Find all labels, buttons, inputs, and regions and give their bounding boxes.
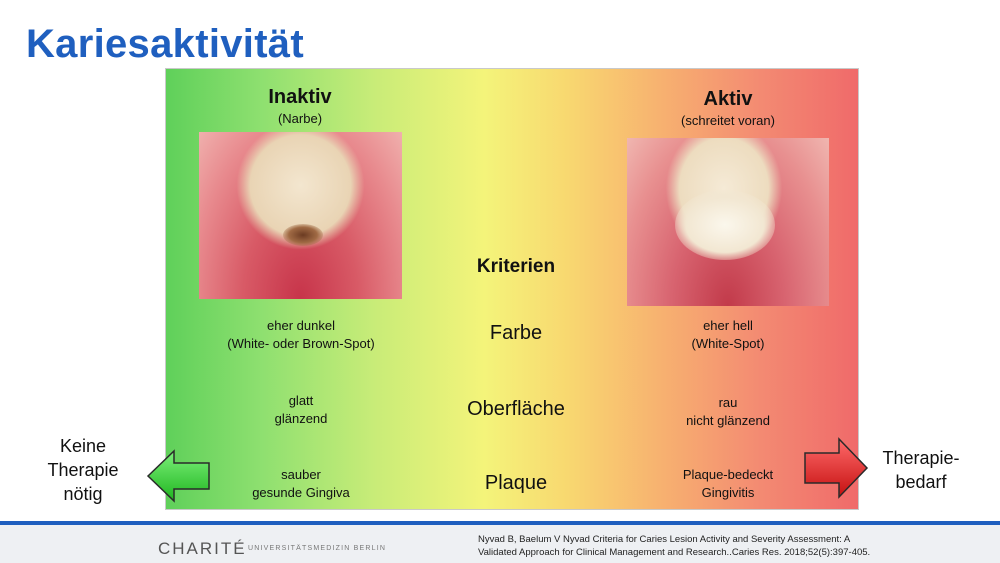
criterion-plaque: Plaque [484,472,548,494]
active-plaque-line2: Gingivitis [701,485,755,500]
brown-spot-lesion [283,224,323,246]
criterion-farbe: Farbe [489,322,543,344]
active-subheading: (schreitet voran) [681,113,775,128]
active-plaque-line1: Plaque-bedeckt [682,467,774,482]
therapy-need-label [866,446,976,494]
charite-logo: CHARITÉ [158,539,247,558]
inactive-heading: Inaktiv [268,86,332,108]
active-oberflaeche [643,394,813,430]
inactive-farbe-line2: (White- oder Brown-Spot) [227,336,375,351]
inactive-plaque-line1: sauber [281,467,321,482]
citation-reference [478,533,978,559]
right-arrow-icon [803,436,869,500]
inactive-oberflaeche-line2: glänzend [274,411,328,426]
active-heading: Aktiv [703,88,753,110]
left-arrow-icon [146,448,212,504]
active-tooth-photo [627,138,829,306]
active-farbe [643,317,813,353]
criteria-heading: Kriterien [476,256,556,277]
inactive-oberflaeche-line1: glatt [288,393,314,408]
therapy-need-line1: Therapie- [882,448,960,468]
citation-line2: Validated Approach for Clinical Management and Research..Caries Res. 2018;52(5):397-405. [478,547,871,558]
inactive-farbe-line1: eher dunkel [267,318,335,333]
inactive-tooth-photo [199,132,402,299]
inactive-farbe [196,317,406,353]
inactive-oberflaeche [216,392,386,428]
white-spot-lesion [675,190,775,260]
no-therapy-line2: Therapie [47,460,119,480]
active-plaque [643,466,813,502]
citation-line1: Nyvad B, Baelum V Nyvad Criteria for Caries Lesion Activity and Severity Assessment: A [478,534,851,545]
active-oberflaeche-line1: rau [718,395,738,410]
active-farbe-line1: eher hell [703,318,753,333]
slide-title: Kariesaktivität [26,22,304,66]
therapy-need-line2: bedarf [895,472,947,492]
active-oberflaeche-line2: nicht glänzend [686,413,770,428]
criterion-oberflaeche: Oberfläche [467,398,565,420]
inactive-plaque [216,466,386,502]
charite-logo-subtitle: UNIVERSITÄTSMEDIZIN BERLIN [248,545,387,552]
inactive-plaque-line2: gesunde Gingiva [252,485,350,500]
active-farbe-line2: (White-Spot) [691,336,765,351]
no-therapy-label [28,434,138,506]
no-therapy-line3: nötig [63,484,103,504]
no-therapy-line1: Keine [59,436,107,456]
inactive-subheading: (Narbe) [277,111,323,126]
